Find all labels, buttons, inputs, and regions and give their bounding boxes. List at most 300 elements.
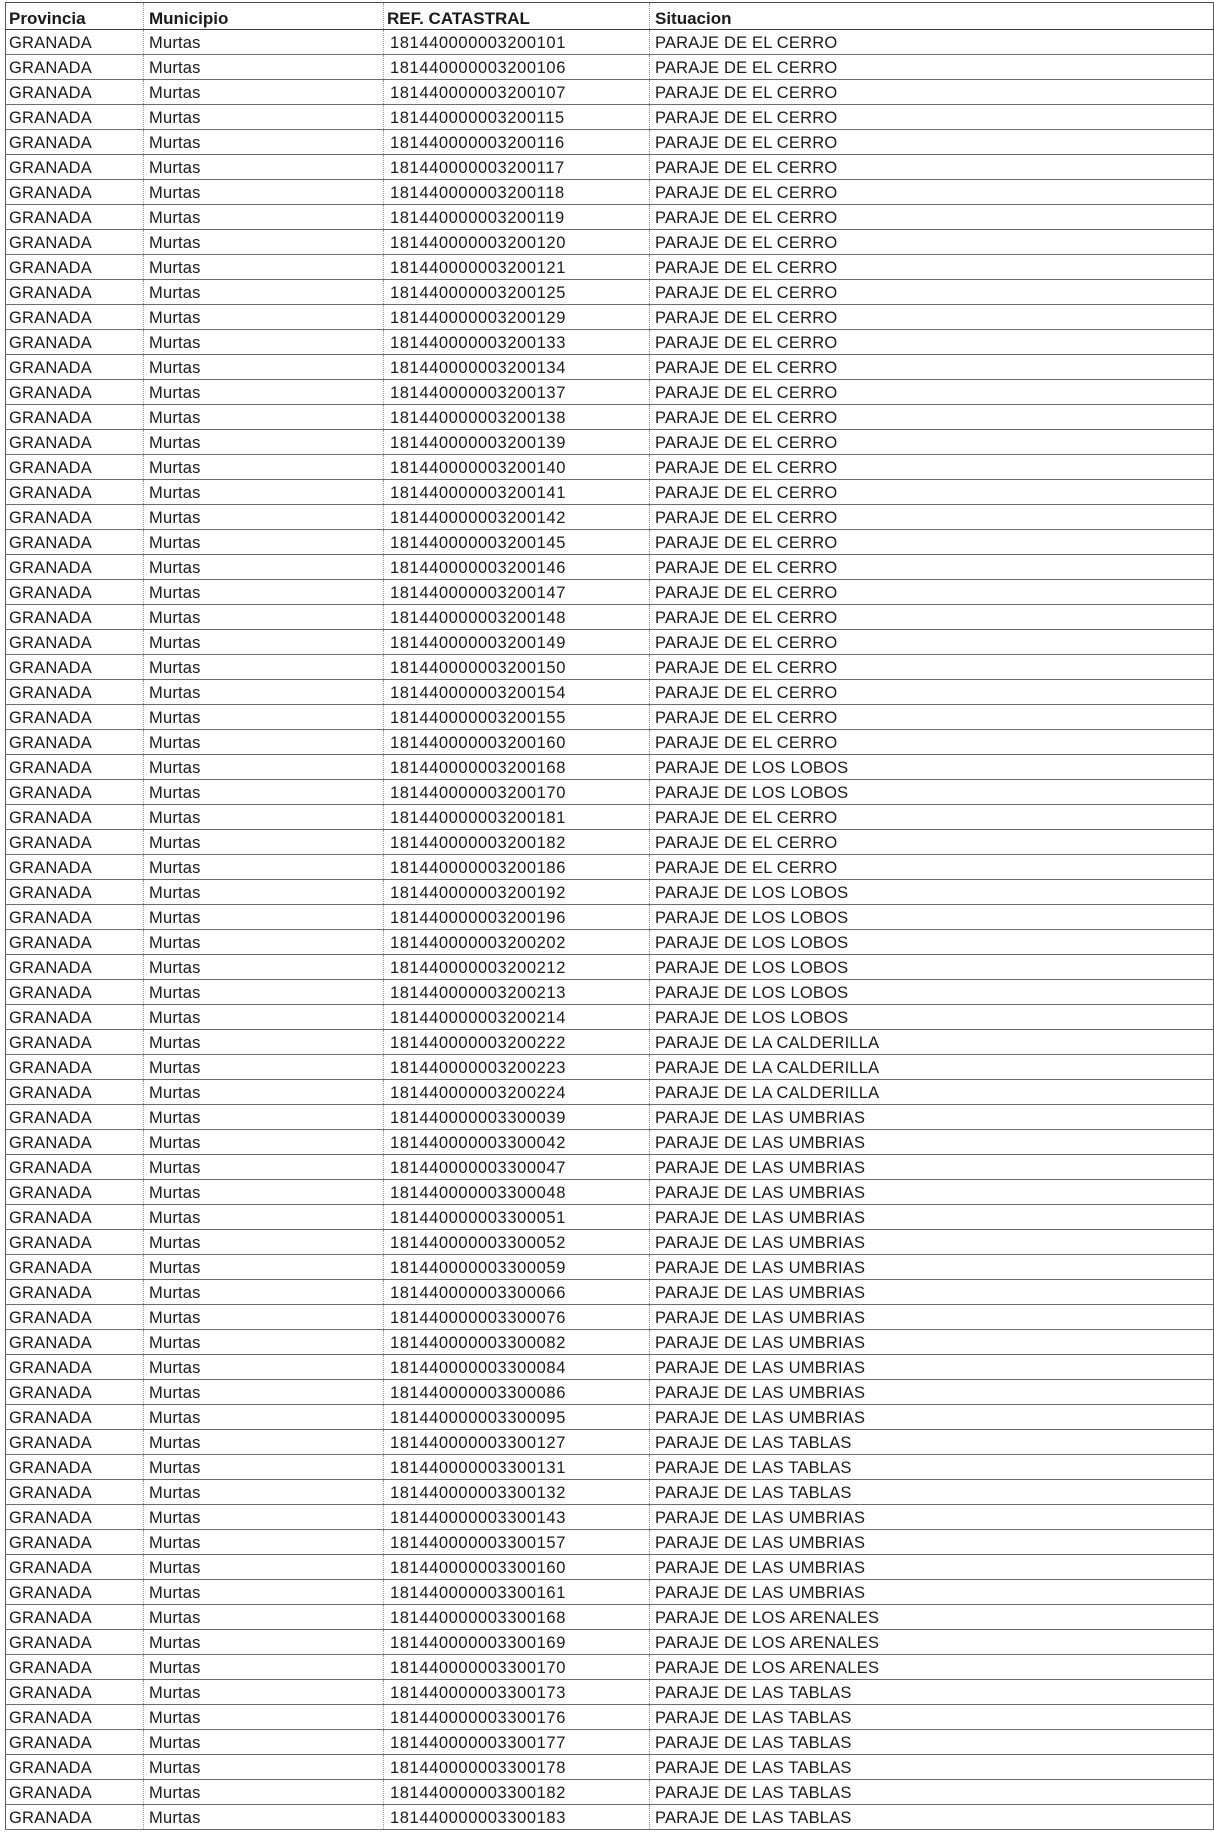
cell-situacion: PARAJE DE LAS UMBRIAS [650, 1105, 1214, 1130]
cell-provincia: GRANADA [6, 1655, 144, 1680]
cell-ref-catastral: 181440000003300052 [384, 1230, 650, 1255]
cell-provincia: GRANADA [6, 1280, 144, 1305]
table-row [6, 1280, 1214, 1305]
cell-situacion: PARAJE DE EL CERRO [650, 230, 1214, 255]
cell-municipio: Murtas [144, 980, 384, 1005]
table-body [6, 30, 1214, 1830]
cell-provincia: GRANADA [6, 1380, 144, 1405]
cell-municipio: Murtas [144, 1180, 384, 1205]
cell-ref-catastral: 181440000003200142 [384, 505, 650, 530]
cell-situacion: PARAJE DE LAS UMBRIAS [650, 1205, 1214, 1230]
cell-municipio: Murtas [144, 105, 384, 130]
table-row [6, 80, 1214, 105]
cell-provincia: GRANADA [6, 605, 144, 630]
table-row [6, 1480, 1214, 1505]
table-row [6, 530, 1214, 555]
cell-municipio: Murtas [144, 305, 384, 330]
table-row [6, 30, 1214, 55]
cell-provincia: GRANADA [6, 1330, 144, 1355]
cell-ref-catastral: 181440000003200118 [384, 180, 650, 205]
cell-ref-catastral: 181440000003300170 [384, 1655, 650, 1680]
cell-municipio: Murtas [144, 230, 384, 255]
cell-municipio: Murtas [144, 205, 384, 230]
cell-municipio: Murtas [144, 430, 384, 455]
cell-provincia: GRANADA [6, 380, 144, 405]
cell-ref-catastral: 181440000003200222 [384, 1030, 650, 1055]
cell-municipio: Murtas [144, 880, 384, 905]
cell-municipio: Murtas [144, 180, 384, 205]
cell-provincia: GRANADA [6, 1680, 144, 1705]
cell-municipio: Murtas [144, 955, 384, 980]
cell-municipio: Murtas [144, 1680, 384, 1705]
cell-situacion: PARAJE DE LAS TABLAS [650, 1755, 1214, 1780]
cell-situacion: PARAJE DE EL CERRO [650, 805, 1214, 830]
cell-provincia: GRANADA [6, 630, 144, 655]
cell-provincia: GRANADA [6, 1730, 144, 1755]
cell-provincia: GRANADA [6, 30, 144, 55]
cell-municipio: Murtas [144, 405, 384, 430]
cell-provincia: GRANADA [6, 930, 144, 955]
table-row [6, 1005, 1214, 1030]
cell-ref-catastral: 181440000003300076 [384, 1305, 650, 1330]
cell-situacion: PARAJE DE EL CERRO [650, 80, 1214, 105]
cell-situacion: PARAJE DE EL CERRO [650, 155, 1214, 180]
cell-ref-catastral: 181440000003300047 [384, 1155, 650, 1180]
cell-provincia: GRANADA [6, 1005, 144, 1030]
table-row [6, 780, 1214, 805]
cell-provincia: GRANADA [6, 230, 144, 255]
cell-situacion: PARAJE DE LOS LOBOS [650, 755, 1214, 780]
cell-provincia: GRANADA [6, 355, 144, 380]
cell-ref-catastral: 181440000003200196 [384, 905, 650, 930]
cell-municipio: Murtas [144, 1530, 384, 1555]
cell-ref-catastral: 181440000003200101 [384, 30, 650, 55]
table-row [6, 905, 1214, 930]
cell-situacion: PARAJE DE LA CALDERILLA [650, 1080, 1214, 1105]
header-provincia: Provincia [6, 3, 144, 30]
table-row [6, 155, 1214, 180]
cell-provincia: GRANADA [6, 405, 144, 430]
cell-municipio: Murtas [144, 905, 384, 930]
cell-municipio: Murtas [144, 1205, 384, 1230]
table-row [6, 255, 1214, 280]
cell-ref-catastral: 181440000003200145 [384, 530, 650, 555]
table-row [6, 980, 1214, 1005]
cell-situacion: PARAJE DE LOS ARENALES [650, 1630, 1214, 1655]
cell-situacion: PARAJE DE LOS LOBOS [650, 780, 1214, 805]
table-row [6, 1705, 1214, 1730]
table-row [6, 830, 1214, 855]
cell-ref-catastral: 181440000003300042 [384, 1130, 650, 1155]
cell-municipio: Murtas [144, 530, 384, 555]
cell-municipio: Murtas [144, 1080, 384, 1105]
cell-municipio: Murtas [144, 1730, 384, 1755]
cell-municipio: Murtas [144, 755, 384, 780]
cell-provincia: GRANADA [6, 830, 144, 855]
cell-provincia: GRANADA [6, 280, 144, 305]
cell-municipio: Murtas [144, 1805, 384, 1830]
table-row [6, 1455, 1214, 1480]
table-row [6, 755, 1214, 780]
cell-provincia: GRANADA [6, 1430, 144, 1455]
cell-ref-catastral: 181440000003300084 [384, 1355, 650, 1380]
cell-situacion: PARAJE DE EL CERRO [650, 530, 1214, 555]
table-row [6, 1405, 1214, 1430]
cell-situacion: PARAJE DE EL CERRO [650, 405, 1214, 430]
cell-provincia: GRANADA [6, 1455, 144, 1480]
cell-ref-catastral: 181440000003200140 [384, 455, 650, 480]
cell-provincia: GRANADA [6, 330, 144, 355]
table-row [6, 305, 1214, 330]
cell-ref-catastral: 181440000003300086 [384, 1380, 650, 1405]
table-row [6, 855, 1214, 880]
table-row [6, 805, 1214, 830]
cell-ref-catastral: 181440000003200170 [384, 780, 650, 805]
cell-provincia: GRANADA [6, 905, 144, 930]
table-row [6, 1530, 1214, 1555]
cell-situacion: PARAJE DE LAS UMBRIAS [650, 1130, 1214, 1155]
cell-provincia: GRANADA [6, 1130, 144, 1155]
cell-situacion: PARAJE DE EL CERRO [650, 430, 1214, 455]
cell-situacion: PARAJE DE LAS UMBRIAS [650, 1255, 1214, 1280]
table-row [6, 1780, 1214, 1805]
cell-situacion: PARAJE DE EL CERRO [650, 505, 1214, 530]
cell-provincia: GRANADA [6, 980, 144, 1005]
table-row [6, 105, 1214, 130]
cell-municipio: Murtas [144, 1555, 384, 1580]
cell-situacion: PARAJE DE EL CERRO [650, 855, 1214, 880]
cell-ref-catastral: 181440000003200141 [384, 480, 650, 505]
table-row [6, 1680, 1214, 1705]
cell-municipio: Murtas [144, 1655, 384, 1680]
cell-provincia: GRANADA [6, 1405, 144, 1430]
cell-municipio: Murtas [144, 130, 384, 155]
cell-ref-catastral: 181440000003300183 [384, 1805, 650, 1830]
cell-situacion: PARAJE DE EL CERRO [650, 380, 1214, 405]
table-row [6, 180, 1214, 205]
cell-provincia: GRANADA [6, 955, 144, 980]
cell-provincia: GRANADA [6, 80, 144, 105]
cell-municipio: Murtas [144, 455, 384, 480]
cell-provincia: GRANADA [6, 1805, 144, 1830]
cell-ref-catastral: 181440000003300169 [384, 1630, 650, 1655]
cell-municipio: Murtas [144, 505, 384, 530]
cell-provincia: GRANADA [6, 430, 144, 455]
cell-situacion: PARAJE DE LAS TABLAS [650, 1730, 1214, 1755]
table-row [6, 1730, 1214, 1755]
cell-provincia: GRANADA [6, 155, 144, 180]
table-row [6, 1430, 1214, 1455]
cell-municipio: Murtas [144, 155, 384, 180]
cell-situacion: PARAJE DE LAS UMBRIAS [650, 1330, 1214, 1355]
cell-provincia: GRANADA [6, 580, 144, 605]
cell-provincia: GRANADA [6, 555, 144, 580]
cell-ref-catastral: 181440000003200125 [384, 280, 650, 305]
cell-municipio: Murtas [144, 1305, 384, 1330]
cell-situacion: PARAJE DE EL CERRO [650, 355, 1214, 380]
cell-situacion: PARAJE DE LOS LOBOS [650, 905, 1214, 930]
cell-provincia: GRANADA [6, 680, 144, 705]
table-row [6, 1230, 1214, 1255]
table-row [6, 1155, 1214, 1180]
cell-situacion: PARAJE DE LAS UMBRIAS [650, 1530, 1214, 1555]
cell-situacion: PARAJE DE LOS LOBOS [650, 1005, 1214, 1030]
cell-provincia: GRANADA [6, 1555, 144, 1580]
cell-municipio: Murtas [144, 1405, 384, 1430]
cell-municipio: Murtas [144, 1380, 384, 1405]
table-row [6, 1130, 1214, 1155]
cell-municipio: Murtas [144, 330, 384, 355]
cell-provincia: GRANADA [6, 755, 144, 780]
cell-municipio: Murtas [144, 680, 384, 705]
table-row [6, 380, 1214, 405]
cell-provincia: GRANADA [6, 305, 144, 330]
cell-municipio: Murtas [144, 1780, 384, 1805]
table-row [6, 1805, 1214, 1830]
cell-municipio: Murtas [144, 655, 384, 680]
table-row [6, 1605, 1214, 1630]
table-row [6, 205, 1214, 230]
cell-municipio: Murtas [144, 1505, 384, 1530]
cell-ref-catastral: 181440000003300168 [384, 1605, 650, 1630]
cell-municipio: Murtas [144, 630, 384, 655]
cell-situacion: PARAJE DE LAS UMBRIAS [650, 1180, 1214, 1205]
cell-provincia: GRANADA [6, 1755, 144, 1780]
cell-ref-catastral: 181440000003300182 [384, 1780, 650, 1805]
cell-ref-catastral: 181440000003200155 [384, 705, 650, 730]
cell-situacion: PARAJE DE LA CALDERILLA [650, 1055, 1214, 1080]
table-row [6, 1055, 1214, 1080]
cell-municipio: Murtas [144, 1755, 384, 1780]
cell-provincia: GRANADA [6, 1180, 144, 1205]
cell-ref-catastral: 181440000003200182 [384, 830, 650, 855]
cell-ref-catastral: 181440000003200202 [384, 930, 650, 955]
header-municipio: Municipio [144, 3, 384, 30]
table-row [6, 1380, 1214, 1405]
cell-ref-catastral: 181440000003300048 [384, 1180, 650, 1205]
cell-provincia: GRANADA [6, 1080, 144, 1105]
cell-situacion: PARAJE DE LAS UMBRIAS [650, 1505, 1214, 1530]
cell-ref-catastral: 181440000003200107 [384, 80, 650, 105]
cell-situacion: PARAJE DE LOS LOBOS [650, 930, 1214, 955]
cell-provincia: GRANADA [6, 1230, 144, 1255]
cell-municipio: Murtas [144, 1105, 384, 1130]
cell-provincia: GRANADA [6, 1530, 144, 1555]
cell-municipio: Murtas [144, 930, 384, 955]
cell-situacion: PARAJE DE LOS LOBOS [650, 880, 1214, 905]
cell-ref-catastral: 181440000003200138 [384, 405, 650, 430]
cell-municipio: Murtas [144, 480, 384, 505]
cell-municipio: Murtas [144, 1355, 384, 1380]
cell-municipio: Murtas [144, 1705, 384, 1730]
cell-ref-catastral: 181440000003300178 [384, 1755, 650, 1780]
cell-situacion: PARAJE DE LAS TABLAS [650, 1805, 1214, 1830]
cell-provincia: GRANADA [6, 1355, 144, 1380]
cell-provincia: GRANADA [6, 730, 144, 755]
table-row [6, 605, 1214, 630]
cell-municipio: Murtas [144, 1030, 384, 1055]
cell-municipio: Murtas [144, 1580, 384, 1605]
table-row [6, 230, 1214, 255]
cell-municipio: Murtas [144, 705, 384, 730]
cell-provincia: GRANADA [6, 1780, 144, 1805]
table-row [6, 405, 1214, 430]
cell-ref-catastral: 181440000003300161 [384, 1580, 650, 1605]
cell-municipio: Murtas [144, 1330, 384, 1355]
cell-situacion: PARAJE DE EL CERRO [650, 705, 1214, 730]
cell-municipio: Murtas [144, 380, 384, 405]
cell-situacion: PARAJE DE LAS UMBRIAS [650, 1405, 1214, 1430]
cell-situacion: PARAJE DE EL CERRO [650, 255, 1214, 280]
cell-provincia: GRANADA [6, 1580, 144, 1605]
cell-municipio: Murtas [144, 1480, 384, 1505]
cell-municipio: Murtas [144, 855, 384, 880]
cell-situacion: PARAJE DE LAS UMBRIAS [650, 1155, 1214, 1180]
cell-municipio: Murtas [144, 1155, 384, 1180]
table-row [6, 280, 1214, 305]
header-situacion: Situacion [650, 3, 1214, 30]
cell-provincia: GRANADA [6, 1255, 144, 1280]
cadastral-table [5, 2, 1214, 1830]
table-row [6, 630, 1214, 655]
cell-ref-catastral: 181440000003200224 [384, 1080, 650, 1105]
cell-provincia: GRANADA [6, 1055, 144, 1080]
cell-ref-catastral: 181440000003200148 [384, 605, 650, 630]
table-row [6, 1305, 1214, 1330]
table-row [6, 55, 1214, 80]
cell-ref-catastral: 181440000003200137 [384, 380, 650, 405]
cell-municipio: Murtas [144, 1605, 384, 1630]
cell-municipio: Murtas [144, 805, 384, 830]
cell-provincia: GRANADA [6, 805, 144, 830]
table-row [6, 730, 1214, 755]
cell-provincia: GRANADA [6, 1030, 144, 1055]
cell-ref-catastral: 181440000003200116 [384, 130, 650, 155]
cell-situacion: PARAJE DE LAS TABLAS [650, 1705, 1214, 1730]
cell-provincia: GRANADA [6, 780, 144, 805]
cell-ref-catastral: 181440000003200181 [384, 805, 650, 830]
cell-ref-catastral: 181440000003200139 [384, 430, 650, 455]
cell-situacion: PARAJE DE EL CERRO [650, 480, 1214, 505]
cell-ref-catastral: 181440000003300176 [384, 1705, 650, 1730]
table-row [6, 430, 1214, 455]
cell-ref-catastral: 181440000003200129 [384, 305, 650, 330]
cell-situacion: PARAJE DE EL CERRO [650, 130, 1214, 155]
cell-situacion: PARAJE DE EL CERRO [650, 680, 1214, 705]
cell-ref-catastral: 181440000003200147 [384, 580, 650, 605]
cell-municipio: Murtas [144, 280, 384, 305]
cell-situacion: PARAJE DE LAS UMBRIAS [650, 1280, 1214, 1305]
header-ref-catastral: REF. CATASTRAL [384, 3, 650, 30]
cell-ref-catastral: 181440000003300177 [384, 1730, 650, 1755]
table-row [6, 880, 1214, 905]
cell-municipio: Murtas [144, 1430, 384, 1455]
cell-provincia: GRANADA [6, 505, 144, 530]
table-row [6, 1255, 1214, 1280]
table-row [6, 480, 1214, 505]
cell-situacion: PARAJE DE LAS UMBRIAS [650, 1580, 1214, 1605]
cell-provincia: GRANADA [6, 1480, 144, 1505]
cell-ref-catastral: 181440000003300143 [384, 1505, 650, 1530]
cell-provincia: GRANADA [6, 705, 144, 730]
cell-situacion: PARAJE DE EL CERRO [650, 655, 1214, 680]
cell-ref-catastral: 181440000003200117 [384, 155, 650, 180]
cell-ref-catastral: 181440000003300127 [384, 1430, 650, 1455]
cell-situacion: PARAJE DE EL CERRO [650, 330, 1214, 355]
cell-situacion: PARAJE DE EL CERRO [650, 55, 1214, 80]
cell-situacion: PARAJE DE LAS UMBRIAS [650, 1355, 1214, 1380]
cell-provincia: GRANADA [6, 880, 144, 905]
cell-provincia: GRANADA [6, 1155, 144, 1180]
cell-situacion: PARAJE DE LAS UMBRIAS [650, 1555, 1214, 1580]
cell-situacion: PARAJE DE LAS TABLAS [650, 1430, 1214, 1455]
table-row [6, 130, 1214, 155]
cell-situacion: PARAJE DE LOS ARENALES [650, 1655, 1214, 1680]
cell-ref-catastral: 181440000003300095 [384, 1405, 650, 1430]
cell-ref-catastral: 181440000003300039 [384, 1105, 650, 1130]
header-row [6, 3, 1214, 30]
cell-provincia: GRANADA [6, 1105, 144, 1130]
table-row [6, 705, 1214, 730]
cell-municipio: Murtas [144, 55, 384, 80]
cell-ref-catastral: 181440000003200192 [384, 880, 650, 905]
table-row [6, 455, 1214, 480]
cell-situacion: PARAJE DE EL CERRO [650, 830, 1214, 855]
cell-municipio: Murtas [144, 255, 384, 280]
table-row [6, 1755, 1214, 1780]
cell-situacion: PARAJE DE LAS UMBRIAS [650, 1380, 1214, 1405]
cell-ref-catastral: 181440000003300066 [384, 1280, 650, 1305]
cell-provincia: GRANADA [6, 530, 144, 555]
cell-provincia: GRANADA [6, 1505, 144, 1530]
cell-ref-catastral: 181440000003200168 [384, 755, 650, 780]
cell-ref-catastral: 181440000003200150 [384, 655, 650, 680]
cell-municipio: Murtas [144, 1280, 384, 1305]
cell-municipio: Murtas [144, 1455, 384, 1480]
table-row [6, 1655, 1214, 1680]
cell-situacion: PARAJE DE LOS LOBOS [650, 980, 1214, 1005]
cell-situacion: PARAJE DE EL CERRO [650, 580, 1214, 605]
table-row [6, 955, 1214, 980]
table-row [6, 1330, 1214, 1355]
cell-situacion: PARAJE DE EL CERRO [650, 280, 1214, 305]
cell-situacion: PARAJE DE LAS TABLAS [650, 1780, 1214, 1805]
cell-municipio: Murtas [144, 1630, 384, 1655]
cell-ref-catastral: 181440000003300082 [384, 1330, 650, 1355]
cell-ref-catastral: 181440000003200133 [384, 330, 650, 355]
table-row [6, 1105, 1214, 1130]
cell-ref-catastral: 181440000003200214 [384, 1005, 650, 1030]
cell-provincia: GRANADA [6, 205, 144, 230]
table-row [6, 1180, 1214, 1205]
cell-municipio: Murtas [144, 1230, 384, 1255]
table-row [6, 655, 1214, 680]
cell-ref-catastral: 181440000003200106 [384, 55, 650, 80]
cell-situacion: PARAJE DE LOS ARENALES [650, 1605, 1214, 1630]
cell-provincia: GRANADA [6, 1205, 144, 1230]
table-row [6, 1505, 1214, 1530]
cell-ref-catastral: 181440000003300051 [384, 1205, 650, 1230]
table-row [6, 680, 1214, 705]
cell-municipio: Murtas [144, 30, 384, 55]
cell-ref-catastral: 181440000003300131 [384, 1455, 650, 1480]
cell-situacion: PARAJE DE EL CERRO [650, 730, 1214, 755]
table-row [6, 1555, 1214, 1580]
cell-ref-catastral: 181440000003200149 [384, 630, 650, 655]
cell-municipio: Murtas [144, 605, 384, 630]
cell-situacion: PARAJE DE LAS TABLAS [650, 1455, 1214, 1480]
cell-ref-catastral: 181440000003300059 [384, 1255, 650, 1280]
